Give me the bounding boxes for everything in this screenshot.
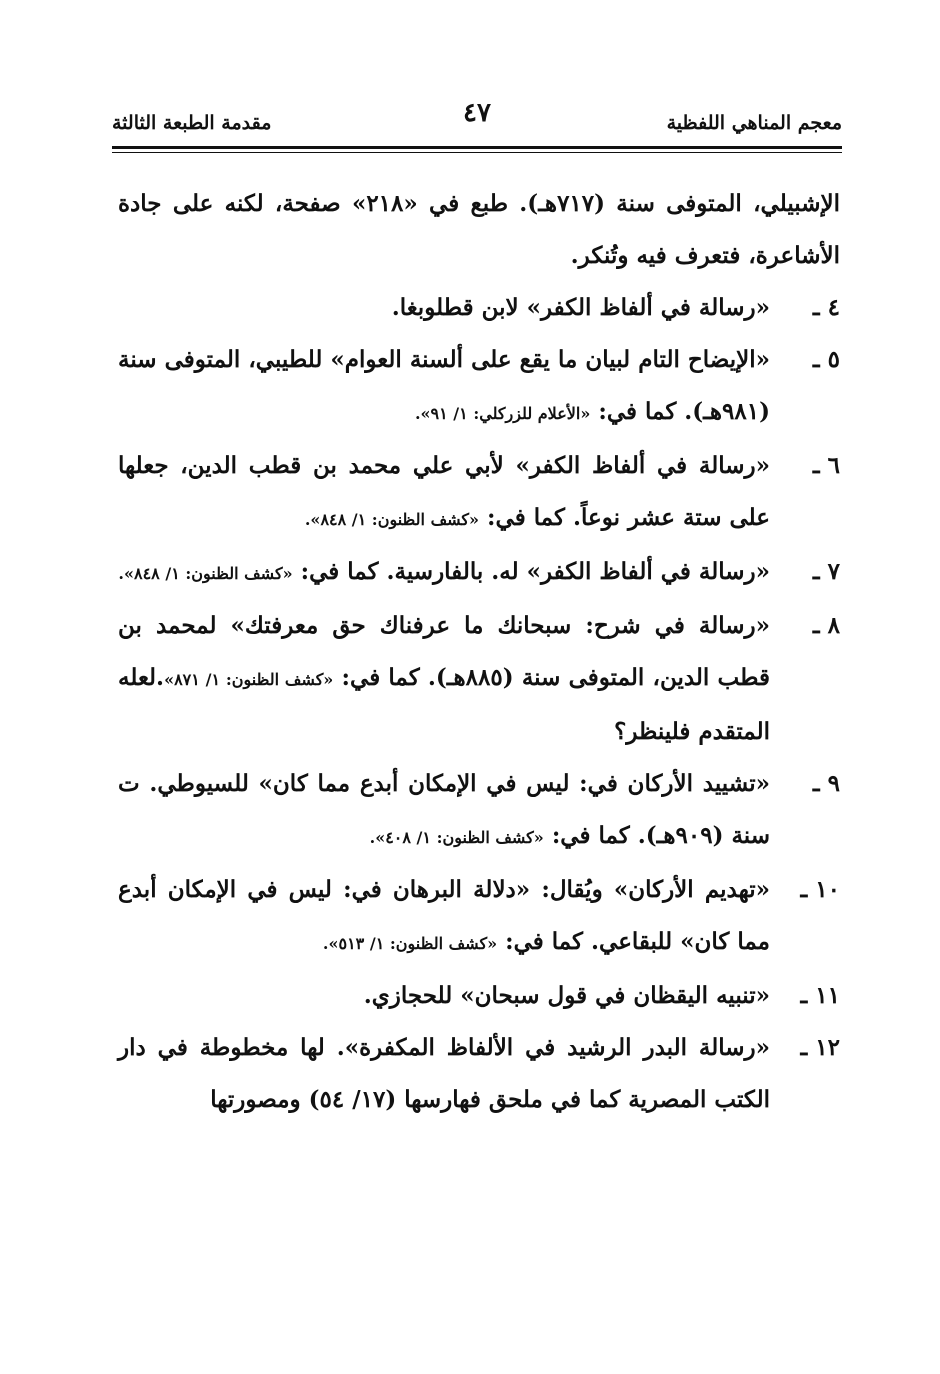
list-item <box>118 600 840 758</box>
list-item <box>118 440 840 546</box>
item-source: «كشف الظنون: ١/ ٨٧١» <box>164 670 334 689</box>
item-tail: .لعله المتقدم فلينظر؟ <box>118 664 770 745</box>
item-text <box>118 600 770 758</box>
page-body <box>118 178 840 1126</box>
list-item <box>118 758 840 864</box>
item-source: «كشف الظنون: ١/ ٨٤٨». <box>118 564 293 583</box>
item-number: ٧ ـ <box>812 558 840 585</box>
list-item <box>118 1022 840 1126</box>
item-text <box>118 282 770 334</box>
page-number: ٤٧ <box>463 98 491 128</box>
section-title: مقدمة الطبعة الثالثة <box>112 112 272 134</box>
list-item <box>118 282 840 334</box>
item-text <box>118 546 770 600</box>
item-text <box>118 440 770 546</box>
item-source: «كشف الظنون: ١/ ٥١٣». <box>322 934 498 953</box>
list-item <box>118 546 840 600</box>
list-item <box>118 334 840 440</box>
item-source: «الأعلام للزركلي: ١/ ٩١». <box>414 404 591 423</box>
running-header <box>112 96 842 146</box>
item-source: «كشف الظنون: ١/ ٤٠٨». <box>369 828 544 847</box>
list-item <box>118 970 840 1022</box>
item-body: «رسالة في ألفاظ الكفر» له. بالفارسية. كما في: <box>300 558 770 585</box>
item-text <box>118 334 770 440</box>
item-body: «رسالة في شرح: سبحانك ما عرفناك حق معرفتك» لمحمد بن قطب الدين، المتوفى سنة (٨٨٥هـ). كما في: <box>118 612 770 691</box>
item-source: «كشف الظنون: ١/ ٨٤٨». <box>304 510 480 529</box>
list-item <box>118 864 840 970</box>
item-text <box>118 864 770 970</box>
item-number: ١٠ ـ <box>800 876 840 903</box>
item-text <box>118 1022 770 1126</box>
item-body: «رسالة في ألفاظ الكفر» لأبي علي محمد بن قطب الدين، جعلها على ستة عشر نوعاً. كما في: <box>118 452 770 531</box>
item-body: «تهديم الأركان» ويُقال: «دلالة البرهان في: ليس في الإمكان أبدع مما كان» للبقاعي. كما في: <box>118 876 770 955</box>
item-number: ٥ ـ <box>812 346 840 373</box>
item-number: ١١ ـ <box>800 982 840 1009</box>
book-title: معجم المناهي اللفظية <box>666 112 842 134</box>
item-body: «الإيضاح التام لبيان ما يقع على ألسنة العوام» للطيبي، المتوفى سنة (٩٨١هـ). كما في: <box>118 346 770 425</box>
item-number: ٦ ـ <box>812 452 840 479</box>
header-rule-thick <box>112 146 842 149</box>
intro-paragraph: الإشبيلي، المتوفى سنة (٧١٧هـ). طبع في «٢١٨» صفحة، لكنه على جادة الأشاعرة، فتعرف فيه وتُنكر. <box>118 190 840 269</box>
item-body: «تشييد الأركان في: ليس في الإمكان أبدع مما كان» للسيوطي. ت سنة (٩٠٩هـ). كما في: <box>118 770 770 849</box>
item-body: «رسالة في ألفاظ الكفر» لابن قطلوبغا. <box>391 294 770 321</box>
item-number: ٩ ـ <box>812 770 840 797</box>
item-text <box>118 970 770 1022</box>
header-rule-thin <box>112 152 842 153</box>
item-number: ١٢ ـ <box>800 1034 840 1061</box>
item-text <box>118 758 770 864</box>
item-body: «تنبيه اليقظان في قول سبحان» للحجازي. <box>363 982 770 1009</box>
item-number: ٨ ـ <box>812 612 840 639</box>
item-number: ٤ ـ <box>812 294 840 321</box>
item-body: «رسالة البدر الرشيد في الألفاظ المكفرة». لها مخطوطة في دار الكتب المصرية كما في ملحق فهارسها (١٧/ ٥٤) ومصورتها <box>118 1034 770 1113</box>
